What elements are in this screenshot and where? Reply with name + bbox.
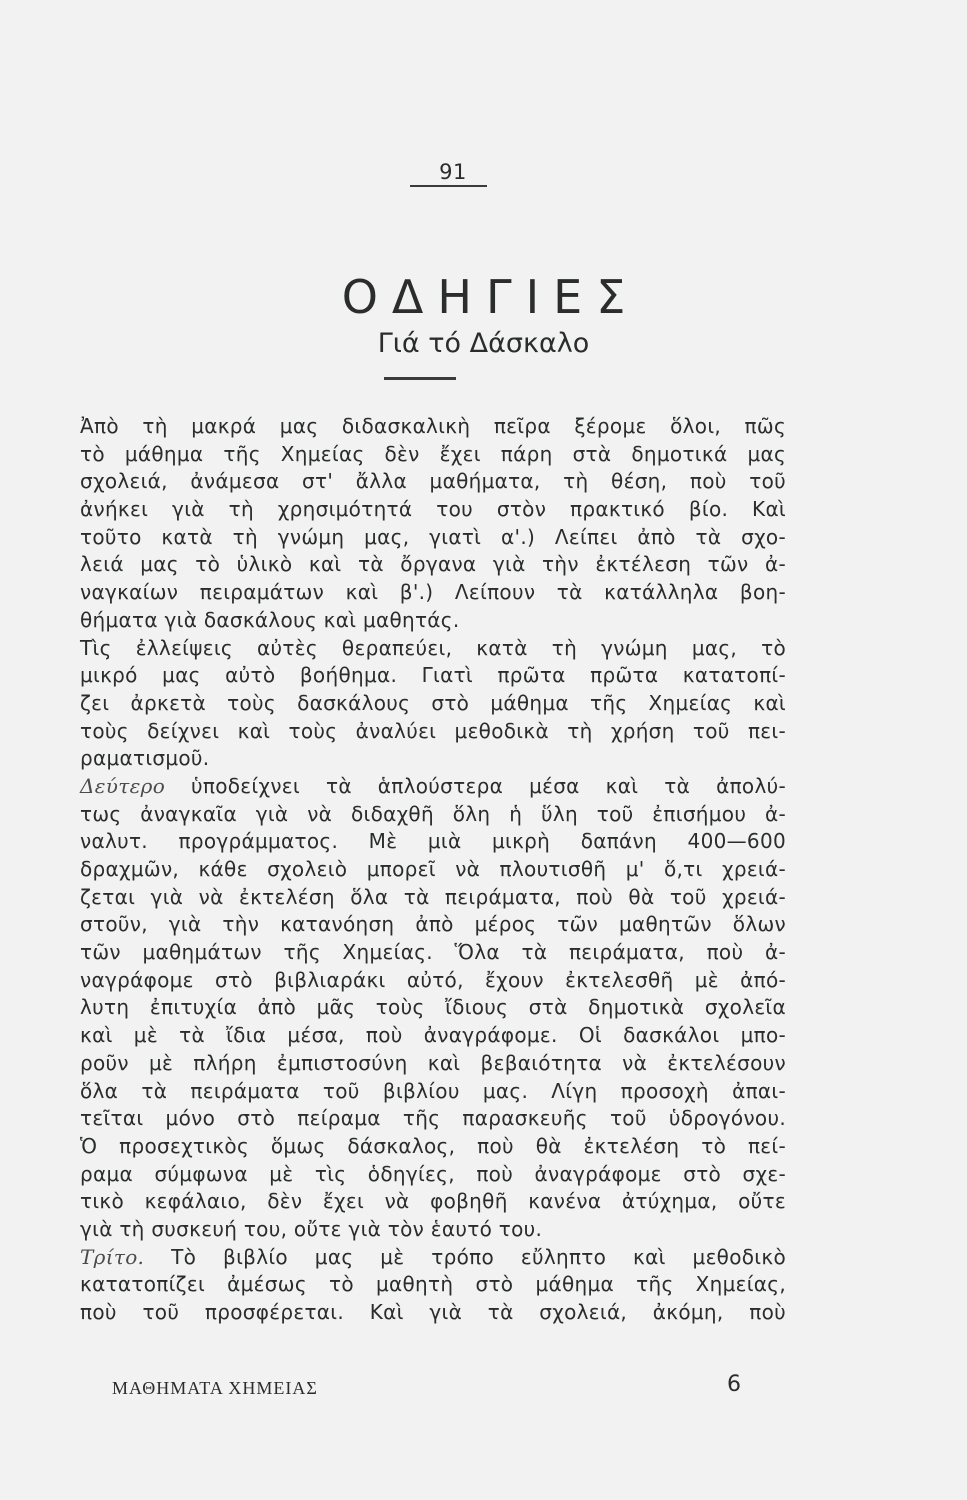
text-line: ναγκαίων πειραμάτων καὶ β'.) Λείπουν τὰ κατάλληλα βοη-: [80, 580, 786, 605]
text-line: τῶν μαθημάτων τῆς Χημείας. Ὅλα τὰ πειράματα, ποὺ ἀ-: [80, 940, 786, 965]
text-line: γιὰ τὴ συσκευή του, οὔτε γιὰ τὸν ἑαυτό του.: [80, 1216, 543, 1241]
text-line: θήματα γιὰ δασκάλους καὶ μαθητάς.: [80, 607, 460, 632]
text-line: ραματισμοῦ.: [80, 746, 210, 771]
text-line: Τὶς ἐλλείψεις αὐτὲς θεραπεύει, κατὰ τὴ γνώμη μας, τὸ: [80, 635, 786, 660]
text-line: τικὸ κεφάλαιο, δὲν ἔχει νὰ φοβηθῆ κανένα ἀτύχημα, οὔτε: [80, 1189, 786, 1214]
text-line: τεῖται μόνο στὸ πείραμα τῆς παρασκευῆς τοῦ ὑδρογόνου.: [80, 1106, 786, 1131]
text-line: τοῦτο κατὰ τὴ γνώμη μας, γιατὶ α'.) Λείπει ἀπὸ τὰ σχο-: [80, 524, 786, 549]
text-line: ροῦν μὲ πλήρη ἐμπιστοσύνη καὶ βεβαιότητα νὰ ἐκτελέσουν: [80, 1050, 786, 1075]
italic-lead-word: Τρίτο.: [80, 1244, 145, 1269]
text-line: δραχμῶν, κάθε σχολειὸ μπορεῖ νὰ πλουτισθῆ μ' ὅ,τι χρειά-: [80, 857, 786, 881]
text-line: Δεύτερο ὑποδείχνει τὰ ἁπλούστερα μέσα καὶ τὰ ἀπολύ-: [80, 773, 786, 798]
text-line: ἀνήκει γιὰ τὴ χρησιμότητά του στὸν πρακτικό βίο. Καὶ: [80, 497, 786, 522]
footer-sheet-number: 6: [727, 1372, 741, 1397]
text-line: ὅλα τὰ πειράματα τοῦ βιβλίου μας. Λίγη προσοχὴ ἀπαι-: [80, 1078, 786, 1103]
text-line: ζει ἀρκετὰ τοὺς δασκάλους στὸ μάθημα τῆς Χημείας καὶ: [80, 690, 786, 715]
footer-book-title: ΜΑΘΗΜΑΤΑ ΧΗΜΕΙΑΣ: [112, 1378, 318, 1398]
text-line: λυτη ἐπιτυχία ἀπὸ μᾶς τοὺς ἴδιους στὰ δημοτικὰ σχολεῖα: [80, 995, 786, 1020]
text-line: ποὺ τοῦ προσφέρεται. Καὶ γιὰ τὰ σχολειά, ἀκόμη, ποὺ: [80, 1300, 786, 1324]
page-number: 91: [439, 160, 467, 184]
text-line: ζεται γιὰ νὰ ἐκτελέση ὅλα τὰ πειράματα, ποὺ θὰ τοῦ χρειά-: [80, 884, 786, 909]
text-line: καὶ μὲ τὰ ἴδια μέσα, ποὺ ἀναγράφομε. Οἱ δασκάλοι μπο-: [80, 1023, 786, 1048]
text-line: Ὁ προσεχτικὸς ὅμως δάσκαλος, ποὺ θὰ ἐκτελέση τὸ πεί-: [80, 1133, 786, 1158]
italic-lead-word: Δεύτερο: [80, 773, 166, 798]
text-line: στοῦν, γιὰ τὴν κατανόηση ἀπὸ μέρος τῶν μαθητῶν ὅλων: [80, 912, 786, 937]
text-line: Τρίτο. Τὸ βιβλίο μας μὲ τρόπο εὔληπτο καὶ μεθοδικὸ: [80, 1244, 786, 1269]
text-line: τὸ μάθημα τῆς Χημείας δὲν ἔχει πάρη στὰ δημοτικά μας: [80, 441, 786, 466]
text-line: Ἀπὸ τὴ μακρά μας διδασκαλικὴ πεῖρα ξέρομε ὅλοι, πῶς: [80, 414, 786, 438]
text-line: ναγράφομε στὸ βιβλιαράκι αὐτό, ἔχουν ἐκτελεσθῆ μὲ ἀπό-: [80, 967, 786, 992]
title-divider: [384, 377, 456, 380]
text-line: τοὺς δείχνει καὶ τοὺς ἀναλύει μεθοδικὰ τὴ χρήση τοῦ πει-: [80, 718, 786, 743]
page-number-underline: [410, 185, 487, 187]
text-line: λειά μας τὸ ὑλικὸ καὶ τὰ ὄργανα γιὰ τὴν ἐκτέλεση τῶν ἀ-: [80, 552, 786, 577]
text-line: ραμα σύμφωνα μὲ τὶς ὁδηγίες, ποὺ ἀναγράφομε στὸ σχε-: [80, 1161, 786, 1186]
body-text: [80, 413, 786, 1327]
page-subtitle: Γιά τό Δάσκαλο: [377, 328, 590, 359]
text-line: κατατοπίζει ἀμέσως τὸ μαθητὴ στὸ μάθημα τῆς Χημείας,: [80, 1272, 786, 1297]
text-line: ναλυτ. προγράμματος. Μὲ μιὰ μικρὴ δαπάνη 400—600: [80, 829, 786, 854]
text-line: μικρό μας αὐτὸ βοήθημα. Γιατὶ πρῶτα πρῶτα κατατοπί-: [80, 663, 786, 688]
page-title: ΟΔΗΓΙΕΣ: [341, 270, 640, 324]
text-line: τως ἀναγκαῖα γιὰ νὰ διδαχθῆ ὅλη ἡ ὕλη τοῦ ἐπισήμου ἀ-: [80, 801, 786, 826]
text-line: σχολειά, ἀνάμεσα στ' ἄλλα μαθήματα, τὴ θέση, ποὺ τοῦ: [80, 469, 786, 494]
